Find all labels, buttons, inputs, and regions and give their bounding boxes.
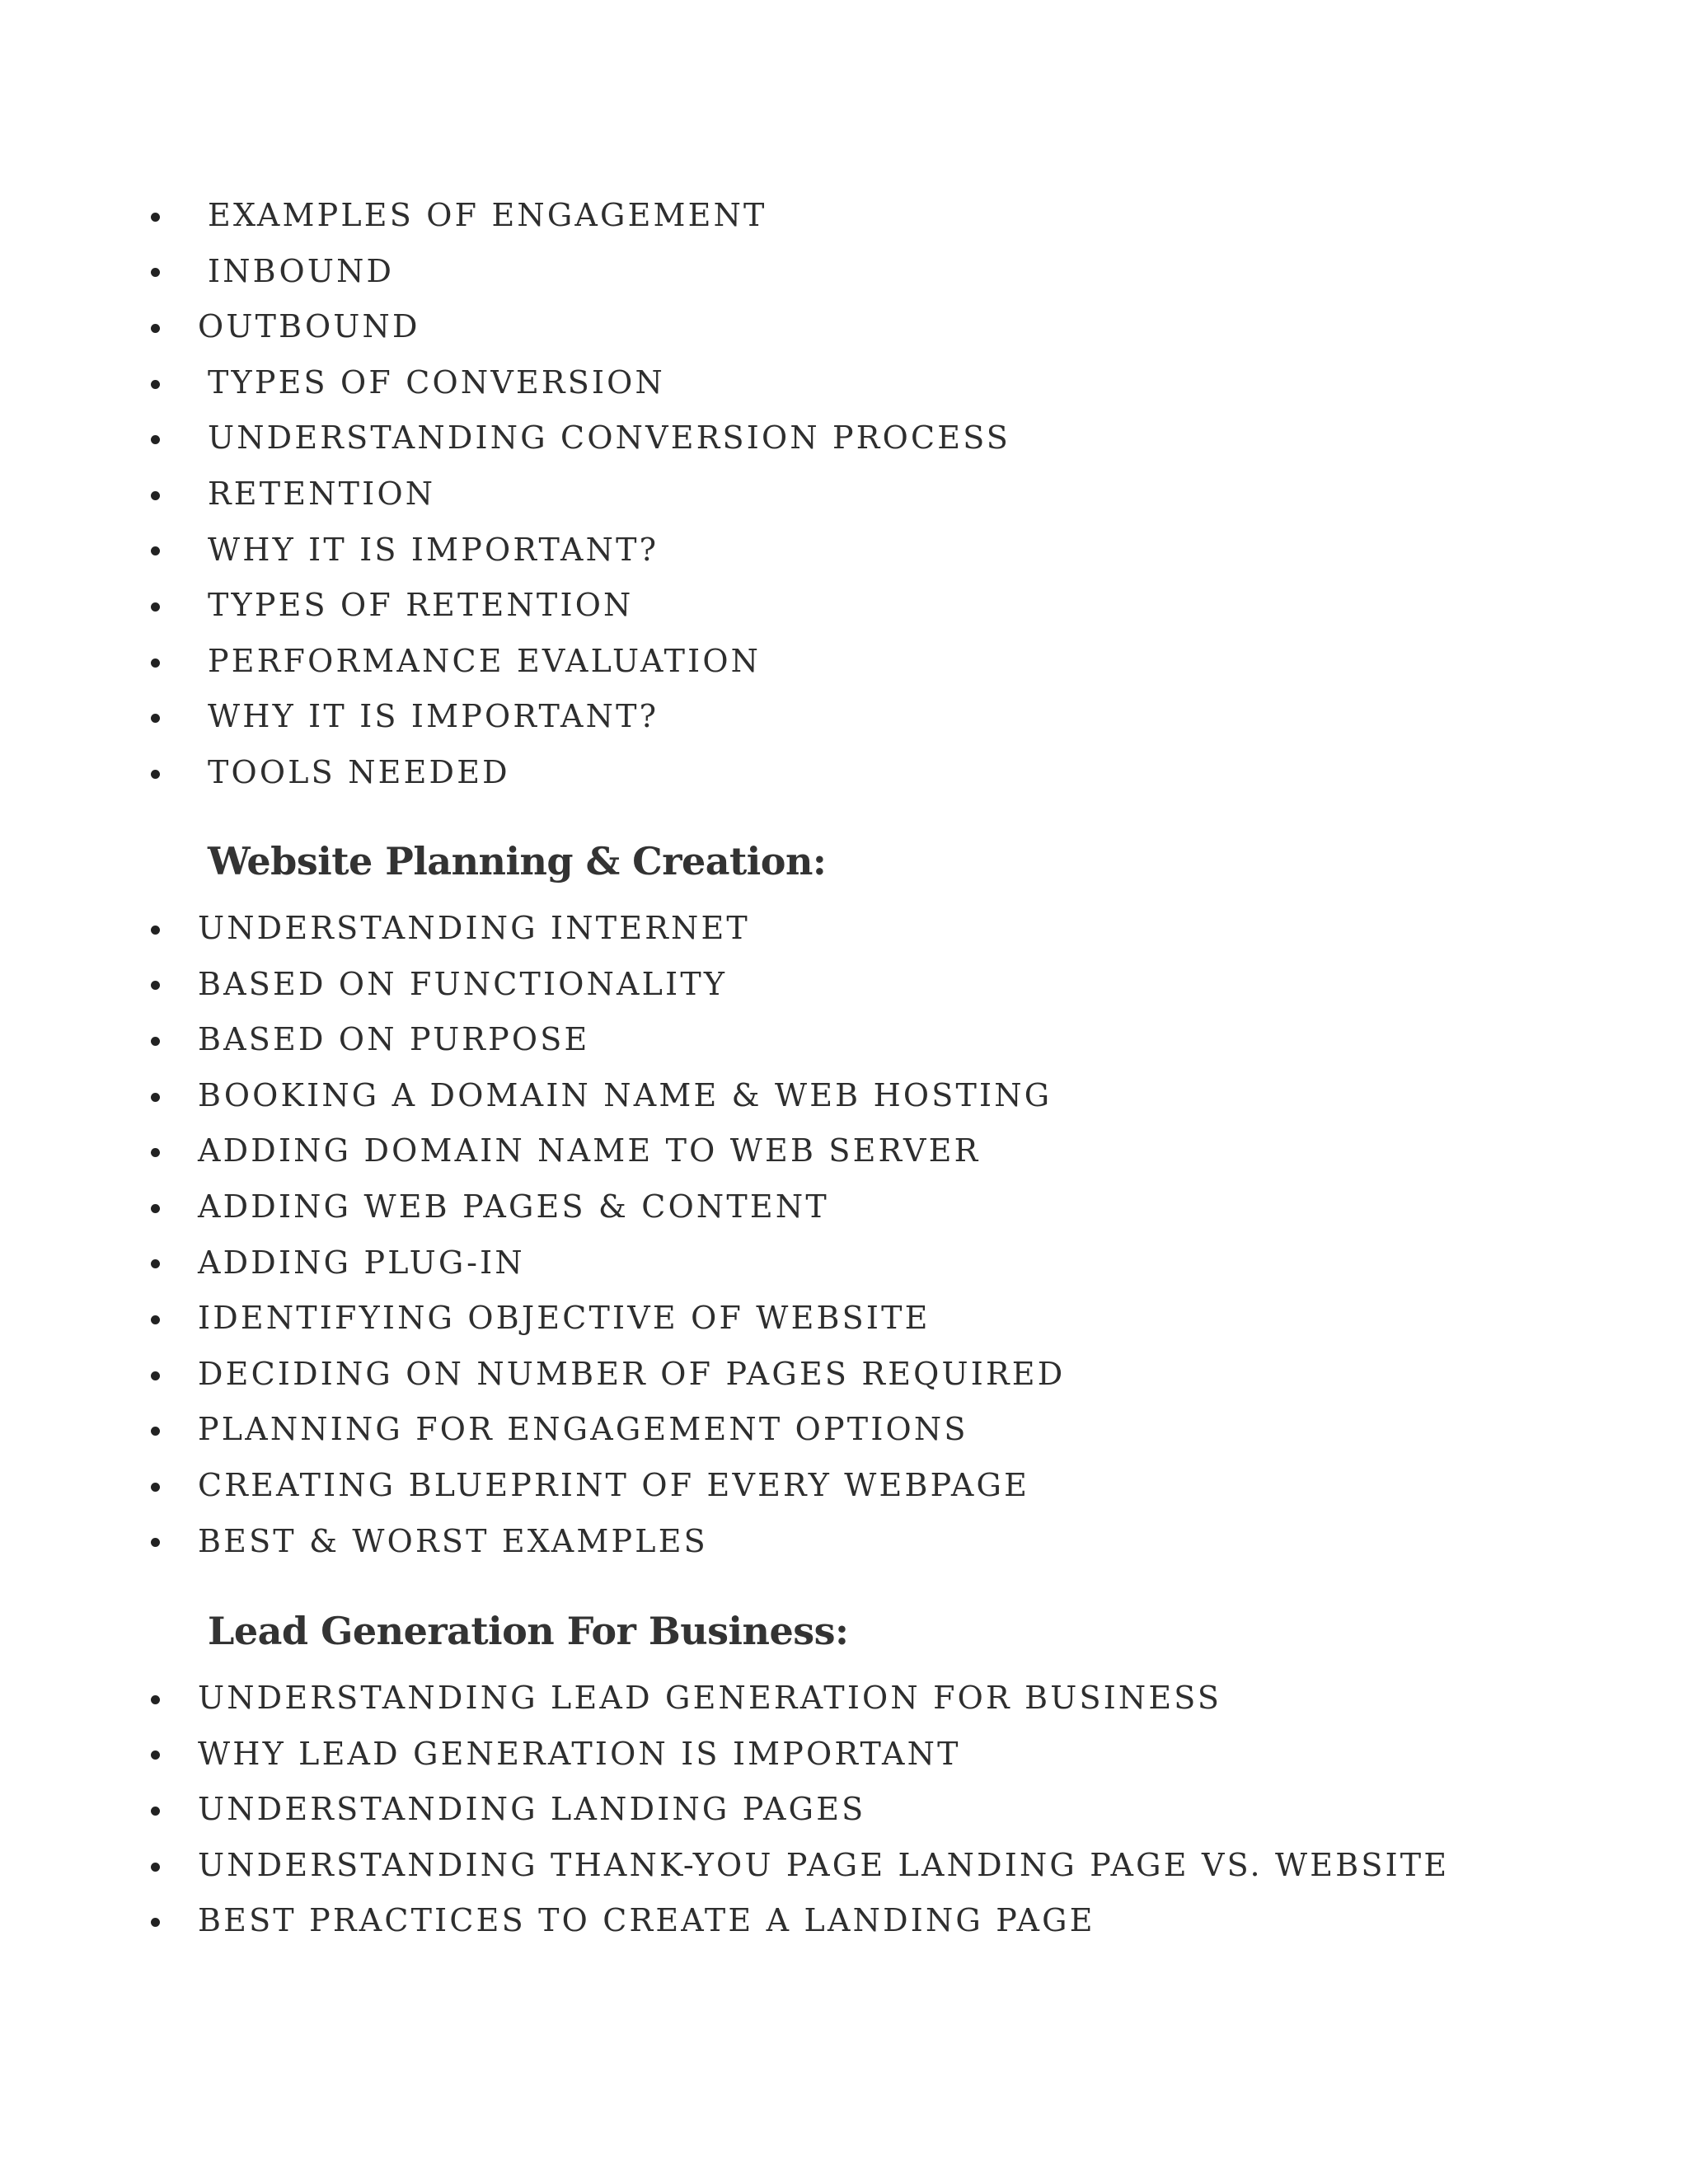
list-item-text: UNDERSTANDING LEAD GENERATION FOR BUSINESS xyxy=(198,1680,1222,1716)
list-item-text: INBOUND xyxy=(208,252,395,289)
list-item-text: BASED ON FUNCTIONALITY xyxy=(198,965,728,1002)
bullet-icon xyxy=(151,324,160,333)
list-item-text: BEST & WORST EXAMPLES xyxy=(198,1522,708,1559)
list-item-text: OUTBOUND xyxy=(198,308,420,345)
section-heading-website-planning: Website Planning & Creation: xyxy=(208,839,827,883)
list-item-text: BOOKING A DOMAIN NAME & WEB HOSTING xyxy=(198,1076,1053,1113)
list-item-text: ADDING DOMAIN NAME TO WEB SERVER xyxy=(198,1132,981,1169)
list-item-text: WHY LEAD GENERATION IS IMPORTANT xyxy=(198,1735,961,1772)
list-item-text: TOOLS NEEDED xyxy=(208,753,510,790)
bullet-icon xyxy=(151,926,160,935)
bullet-icon xyxy=(151,1483,160,1492)
bullet-icon xyxy=(151,602,160,612)
bullet-icon xyxy=(151,1750,160,1760)
list-item-text: BASED ON PURPOSE xyxy=(198,1021,590,1058)
list-item-text: TYPES OF RETENTION xyxy=(208,587,634,624)
bullet-icon xyxy=(151,380,160,389)
bullet-icon xyxy=(151,1093,160,1102)
bullet-icon xyxy=(151,1807,160,1816)
section-heading-lead-generation: Lead Generation For Business: xyxy=(208,1609,849,1653)
list-item-text: WHY IT IS IMPORTANT? xyxy=(208,531,659,568)
list-item-text: UNDERSTANDING THANK-YOU PAGE LANDING PAGE VS. WEBSITE xyxy=(198,1846,1450,1883)
list-item-text: WHY IT IS IMPORTANT? xyxy=(208,698,659,735)
bullet-icon xyxy=(151,1695,160,1704)
bullet-icon xyxy=(151,1148,160,1157)
bullet-icon xyxy=(151,981,160,990)
list-item-text: PLANNING FOR ENGAGEMENT OPTIONS xyxy=(198,1411,968,1448)
list-item-text: RETENTION xyxy=(208,475,436,512)
list-item-text: CREATING BLUEPRINT OF EVERY WEBPAGE xyxy=(198,1466,1030,1503)
list-item-text: ADDING WEB PAGES & CONTENT xyxy=(198,1188,829,1225)
list-item-text: IDENTIFYING OBJECTIVE OF WEBSITE xyxy=(198,1300,931,1337)
list-item-text: TYPES OF CONVERSION xyxy=(208,363,665,401)
bullet-icon xyxy=(151,1918,160,1927)
bullet-icon xyxy=(151,1538,160,1547)
bullet-icon xyxy=(151,546,160,555)
list-item-text: BEST PRACTICES TO CREATE A LANDING PAGE xyxy=(198,1902,1095,1939)
list-item-text: UNDERSTANDING INTERNET xyxy=(198,910,750,946)
bullet-icon xyxy=(151,491,160,500)
bullet-icon xyxy=(151,1371,160,1380)
bullet-icon xyxy=(151,1863,160,1872)
list-item-text: PERFORMANCE EVALUATION xyxy=(208,642,762,679)
bullet-icon xyxy=(151,435,160,444)
bullet-icon xyxy=(151,1315,160,1324)
list-item-text: UNDERSTANDING CONVERSION PROCESS xyxy=(208,419,1010,457)
bullet-icon xyxy=(151,268,160,277)
list-item-text: UNDERSTANDING LANDING PAGES xyxy=(198,1791,866,1828)
bullet-icon xyxy=(151,213,160,222)
bullet-icon xyxy=(151,658,160,668)
bullet-icon xyxy=(151,1427,160,1436)
bullet-icon xyxy=(151,770,160,779)
bullet-icon xyxy=(151,1204,160,1213)
list-item-text: DECIDING ON NUMBER OF PAGES REQUIRED xyxy=(198,1355,1066,1392)
list-item-text: ADDING PLUG-IN xyxy=(198,1244,525,1281)
bullet-icon xyxy=(151,1037,160,1046)
bullet-icon xyxy=(151,1259,160,1268)
bullet-icon xyxy=(151,714,160,723)
list-item-text: EXAMPLES OF ENGAGEMENT xyxy=(208,197,767,233)
